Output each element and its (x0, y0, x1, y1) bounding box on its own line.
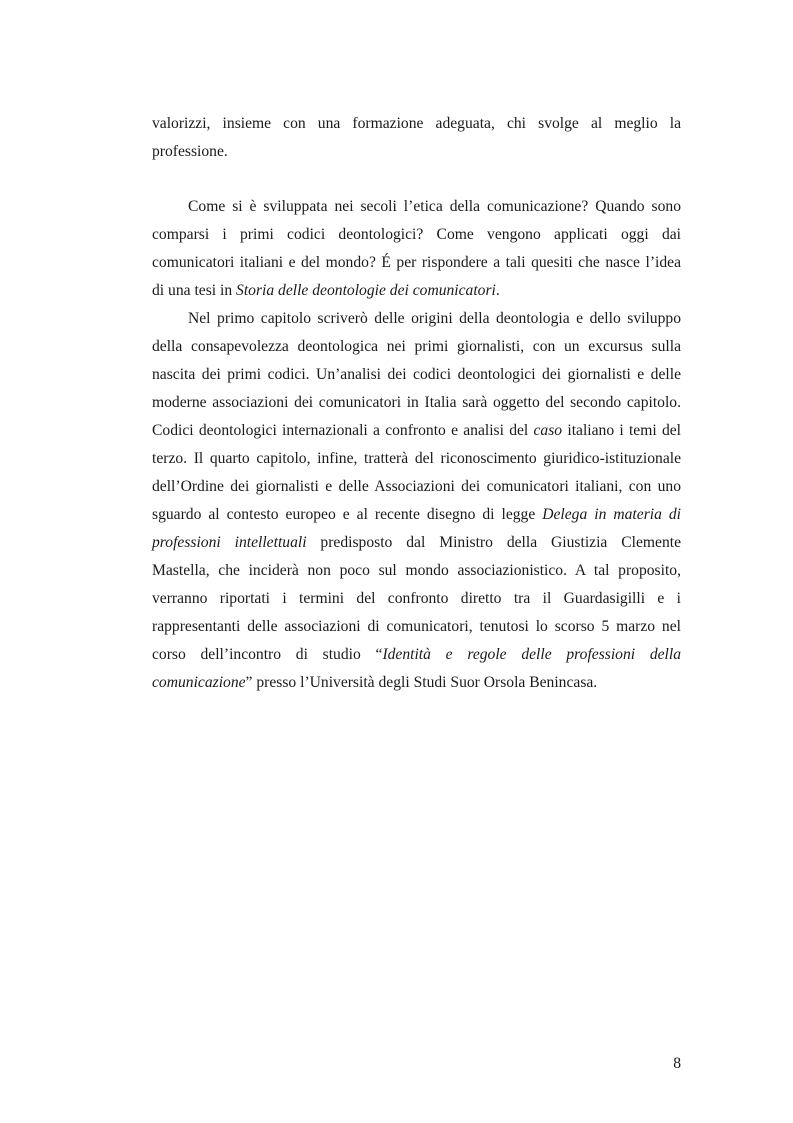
text-line: rappresentanti delle associazioni di comunicatori, tenutosi lo scorso 5 marzo nel (152, 618, 681, 635)
text-line: Come si è sviluppata nei secoli l’etica della comunicazione? Quando sono (188, 198, 681, 215)
law-title-italic: Delega in materia di (542, 506, 681, 523)
text-line: terzo. Il quarto capitolo, infine, tratterà del riconoscimento giuridico-istituzionale (152, 450, 681, 467)
text-line (152, 417, 681, 445)
text-line: verranno riportati i termini del confronto diretto tra il Guardasigilli e i (152, 590, 681, 607)
text-fragment: . (495, 282, 500, 299)
text-fragment: Codici deontologici internazionali a confronto e analisi del (152, 422, 534, 439)
paragraph-continuation (152, 110, 681, 166)
text-line: nascita dei primi codici. Un’analisi dei codici deontologici dei giornalisti e delle (152, 366, 681, 383)
text-line (152, 641, 681, 669)
text-line: comunicatori italiani e del mondo? É per rispondere a tali quesiti che nasce l’idea (152, 254, 681, 271)
thesis-subject-italic: Storia delle deontologie dei comunicatori (236, 282, 496, 299)
text-line (152, 501, 681, 529)
text-line (152, 529, 681, 557)
event-title-italic: comunicazione (152, 674, 246, 691)
paragraph-intro (152, 193, 681, 305)
italic-term: caso (533, 422, 563, 439)
text-line: professione. (152, 143, 228, 160)
text-fragment: di una tesi in (152, 282, 237, 299)
text-line: della consapevolezza deontologica nei primi giornalisti, con un excursus sulla (152, 338, 681, 355)
text-line: valorizzi, insieme con una formazione adeguata, chi svolge al meglio la (152, 115, 681, 132)
law-title-italic: professioni intellettuali (152, 534, 307, 551)
text-fragment: predisposto dal Ministro della Giustizia Clemente (306, 534, 681, 551)
event-title-italic: Identità e regole delle professioni della (382, 646, 682, 663)
text-line (152, 277, 681, 305)
text-line: Nel primo capitolo scriverò delle origini della deontologia e dello sviluppo (188, 310, 681, 327)
text-line: moderne associazioni dei comunicatori in Italia sarà oggetto del secondo capitolo. (152, 394, 681, 411)
text-fragment: corso dell’incontro di studio “ (152, 646, 383, 663)
text-fragment: sguardo al contesto europeo e al recente disegno di legge (152, 506, 543, 523)
text-line: dell’Ordine dei giornalisti e delle Associazioni dei comunicatori italiani, con uno (152, 478, 681, 495)
text-line (152, 669, 681, 697)
page-number: 8 (673, 1055, 681, 1072)
body-text (152, 193, 681, 697)
text-fragment: italiano i temi del (562, 422, 681, 439)
text-line: Mastella, che inciderà non poco sul mondo associazionistico. A tal proposito, (152, 562, 681, 579)
text-line: comparsi i primi codici deontologici? Come vengono applicati oggi dai (152, 226, 681, 243)
text-fragment: ” presso l’Università degli Studi Suor Orsola Benincasa. (245, 674, 598, 691)
paragraph-chapters (152, 305, 681, 697)
